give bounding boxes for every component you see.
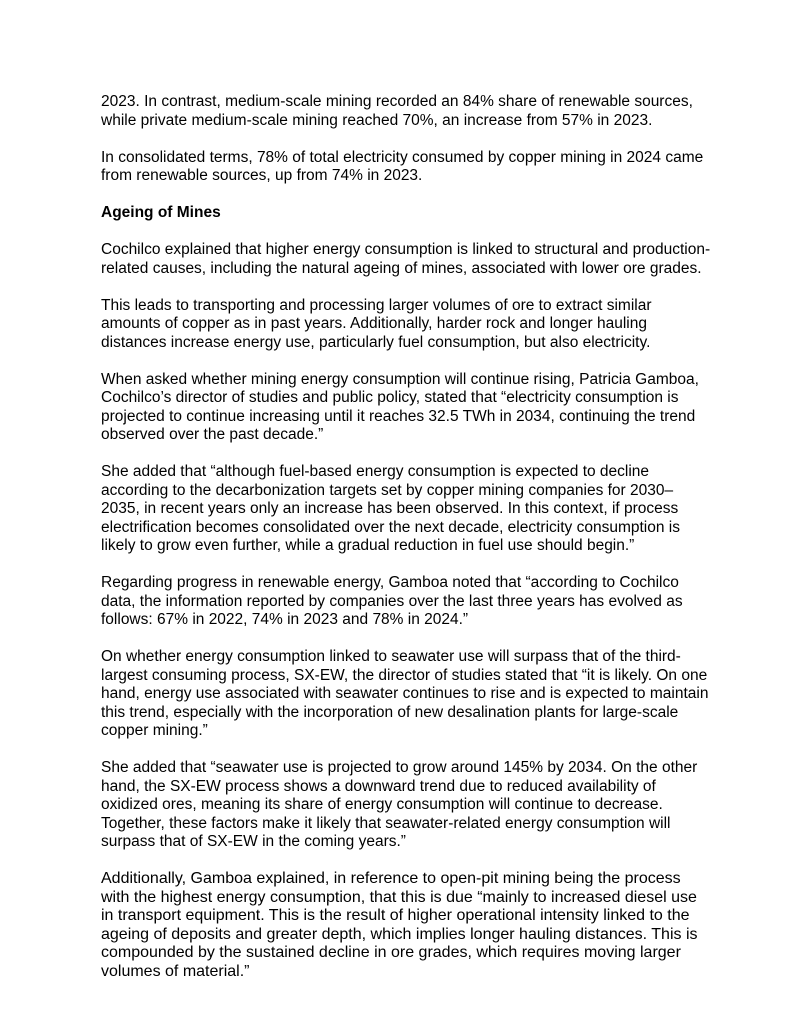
- paragraph-transport-processing: This leads to transporting and processing larger volumes of ore to extract similar amounts of copper as in past years. Additionally, harder rock and longer hauling distances increase energy use, particularly fuel consumption, but also electricity.: [101, 296, 652, 351]
- paragraph-fuel-decarbonization: She added that “although fuel-based energy consumption is expected to decline according to the decarbonization targets set by copper mining companies for 2030–2035, in recent years only an increase has been observed. In this context, if process electrification becomes consolidated over the next decade, electricity consumption is likely to grow even further, while a gradual reduction in fuel use should begin.”: [101, 463, 680, 554]
- paragraph-renewable-share-by-scale: 2023. In contrast, medium-scale mining recorded an 84% share of renewable sources, while private medium-scale mining reached 70%, an increase from 57% in 2023.: [101, 93, 693, 129]
- paragraph-electricity-projection: When asked whether mining energy consumption will continue rising, Patricia Gamboa, Cochilco’s director of studies and public policy, stated that “electricity consumption is projected to continue increasing until it reaches 32.5 TWh in 2034, continuing the trend observed over the past decade.”: [101, 370, 699, 443]
- section-heading: Ageing of Mines: [101, 204, 221, 221]
- paragraph-open-pit-diesel: Additionally, Gamboa explained, in reference to open-pit mining being the process with the highest energy consumption, that this is due “mainly to increased diesel use in transport equipment. This is the result of higher operational intensity linked to the ageing of deposits and greater depth, which implies longer hauling distances. This is compounded by the sustained decline in ore grades, which requires moving larger volumes of material.”: [101, 870, 698, 980]
- paragraph-seawater-growth: She added that “seawater use is projected to grow around 145% by 2034. On the other hand, the SX-EW process shows a downward trend due to reduced availability of oxidized ores, meaning its share of energy consumption will continue to decrease. Together, these factors make it likely that seawater-related energy consumption will surpass that of SX-EW in the coming years.”: [101, 759, 698, 850]
- document-page: [101, 93, 711, 981]
- paragraph-structural-causes: Cochilco explained that higher energy consumption is linked to structural and production-related causes, including the natural ageing of mines, associated with lower ore grades.: [101, 241, 711, 277]
- paragraph-renewable-progress: Regarding progress in renewable energy, Gamboa noted that “according to Cochilco data, the information reported by companies over the last three years has evolved as follows: 67% in 2022, 74% in 2023 and 78% in 2024.”: [101, 574, 683, 628]
- paragraph-seawater-vs-sxew: On whether energy consumption linked to seawater use will surpass that of the third-largest consuming process, SX-EW, the director of studies stated that “it is likely. On one hand, energy use associated with seawater continues to rise and is expected to maintain this trend, especially with the incorporation of new desalination plants for large-scale copper mining.”: [101, 648, 709, 739]
- paragraph-consolidated-renewable: In consolidated terms, 78% of total electricity consumed by copper mining in 2024 came from renewable sources, up from 74% in 2023.: [101, 148, 704, 184]
